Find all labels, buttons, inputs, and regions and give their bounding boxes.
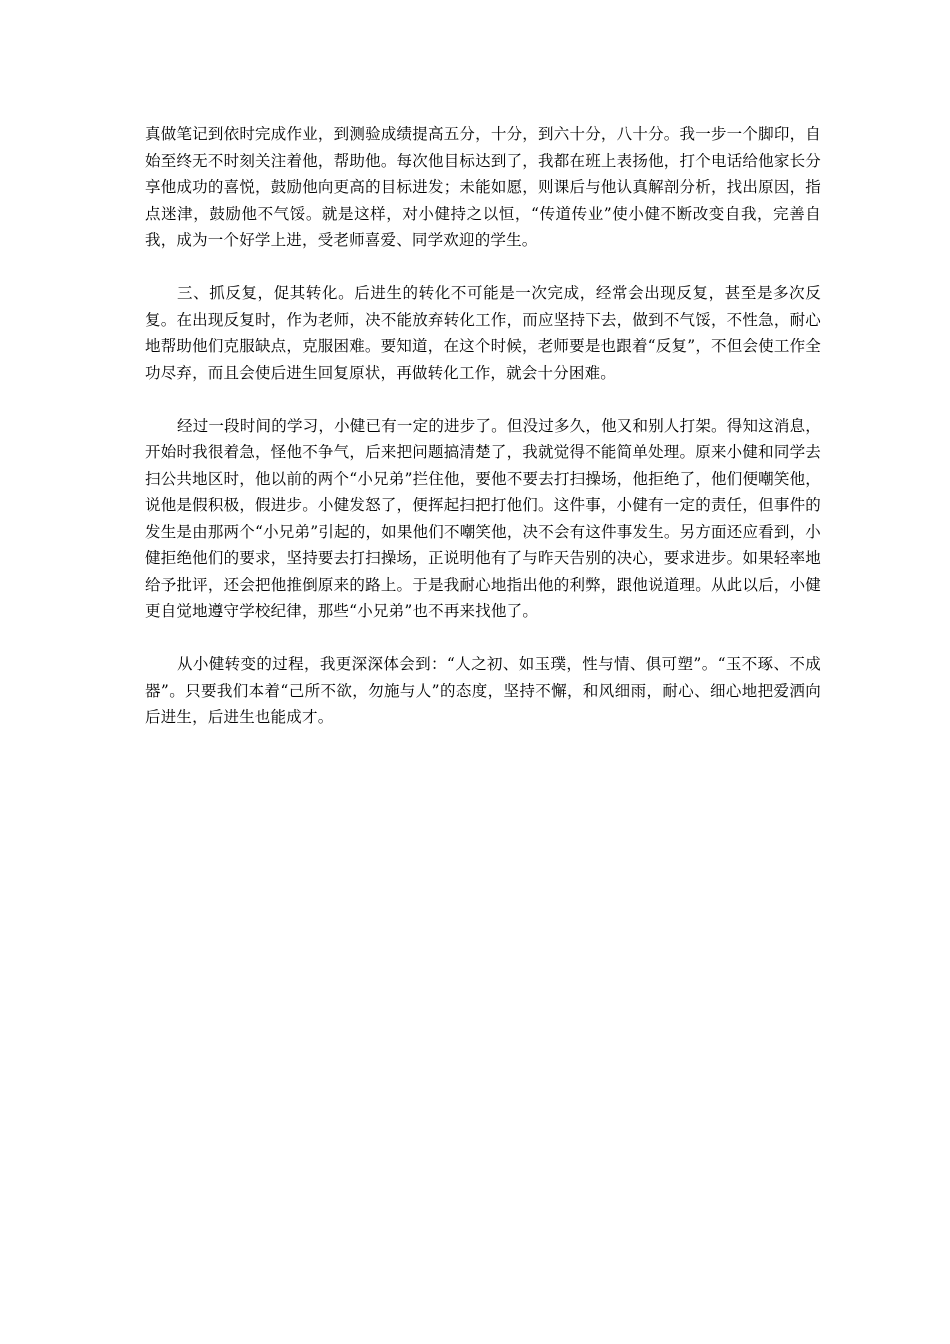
paragraph-continuation: 真做笔记到依时完成作业，到测验成绩提高五分，十分，到六十分，八十分。我一步一个脚印，自始至终无不时刻关注着他，帮助他。每次他目标达到了，我都在班上表扬他，打个电话给他家长分享他成功的喜悦，鼓励他向更高的目标进发；未能如愿，则课后与他认真解剖分析，找出原因，指点迷津，鼓励他不气馁。就是这样，对小健持之以恒，“传道传业”使小健不断改变自我，完善自我，成为一个好学上进，受老师喜爱、同学欢迎的学生。 (145, 125, 821, 249)
paragraph-principle-three: 三、抓反复，促其转化。后进生的转化不可能是一次完成，经常会出现反复，甚至是多次反复。在出现反复时，作为老师，决不能放弃转化工作，而应坚持下去，做到不气馁，不性急，耐心地帮助他们克服缺点，克服困难。要知道，在这个时候，老师要是也跟着“反复”，不但会使工作全功尽弃，而且会使后进生回复原状，再做转化工作，就会十分困难。 (145, 284, 821, 382)
paragraph-conclusion: 从小健转变的过程，我更深深体会到：“人之初、如玉璞，性与情、俱可塑”。“玉不琢、不成器”。只要我们本着“己所不欲，勿施与人”的态度，坚持不懈，和风细雨，耐心、细心地把爱洒向后进生，后进生也能成才。 (145, 655, 821, 726)
document-body (145, 121, 821, 731)
paragraph-case-story: 经过一段时间的学习，小健已有一定的进步了。但没过多久，他又和别人打架。得知这消息，开始时我很着急，怪他不争气，后来把问题搞清楚了，我就觉得不能简单处理。原来小健和同学去扫公共地区时，他以前的两个“小兄弟”拦住他，要他不要去打扫操场，他拒绝了，他们便嘲笑他，说他是假积极，假进步。小健发怒了，便挥起扫把打他们。这件事，小健有一定的责任，但事件的发生是由那两个“小兄弟”引起的，如果他们不嘲笑他，决不会有这件事发生。另方面还应看到，小健拒绝他们的要求，坚持要去打扫操场，正说明他有了与昨天告别的决心，要求进步。如果轻率地给予批评，还会把他推倒原来的路上。于是我耐心地指出他的利弊，跟他说道理。从此以后，小健更自觉地遵守学校纪律，那些“小兄弟”也不再来找他了。 (145, 416, 821, 620)
